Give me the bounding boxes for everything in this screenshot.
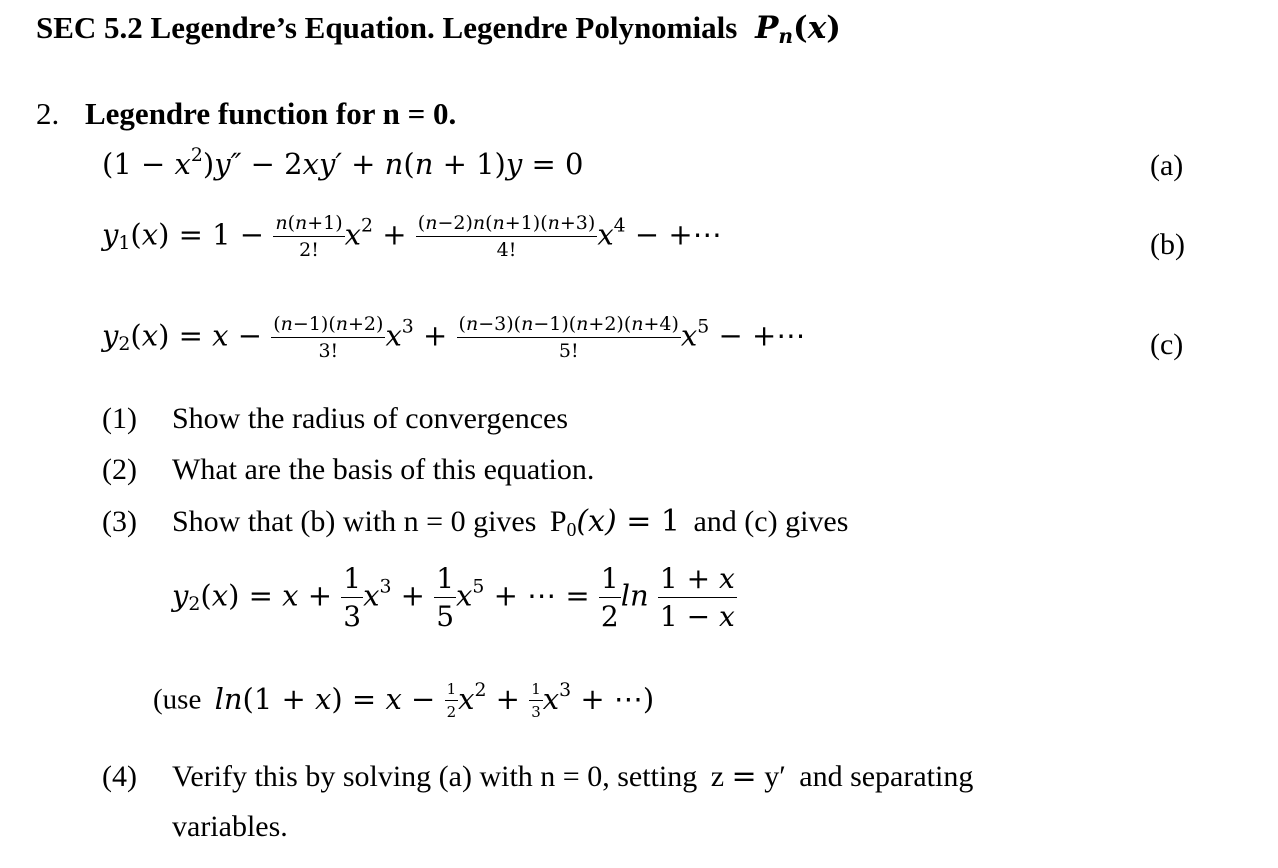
problem-heading bbox=[36, 96, 456, 132]
fraction-c1: $\frac{(n-1)(n+2)}{3!}$ bbox=[273, 313, 384, 362]
fraction-hint-third: $\frac{1}{3}$ bbox=[531, 680, 541, 721]
fraction-b2: $\frac{(n-2)n(n+1)(n+3)}{4!}$ bbox=[417, 212, 596, 261]
label-c: (c) bbox=[1150, 328, 1184, 361]
label-a: (a) bbox=[1150, 149, 1184, 182]
fraction-one-third: $\frac{1}{3}$ bbox=[343, 562, 362, 633]
use-hint-prefix: (use bbox=[153, 683, 202, 716]
item-4 bbox=[102, 759, 973, 794]
fraction-b1: $\frac{n(n+1)}{2!}$ bbox=[275, 212, 343, 261]
item-number: (3) bbox=[102, 505, 137, 538]
fraction-one-half: $\frac{1}{2}$ bbox=[600, 562, 619, 633]
log-series: ln(1 + x) = x − $\frac{1}{2}$ $x^2$ + $\frac{1}{3}$ $x^3$ + ⋯) bbox=[214, 679, 655, 721]
item-4-line-2: variables. bbox=[172, 810, 288, 843]
title-text: SEC 5.2 Legendre’s Equation. Legendre Polynomials bbox=[36, 10, 738, 45]
fraction-c2: $\frac{(n-3)(n-1)(n+2)(n+4)}{5!}$ bbox=[458, 313, 679, 362]
item-text-post: and separating bbox=[799, 760, 974, 793]
use-hint bbox=[153, 680, 654, 721]
problem-title: Legendre function for n = 0. bbox=[85, 96, 457, 131]
item-1 bbox=[102, 402, 568, 436]
equation-b: $y_1(x) = 1$ − $\frac{n(n+1)}{2!}$ $x^2$ + $\frac{(n-2)n(n+1)(n+3)}{4!}$ $x^4$ − +⋯ bbox=[102, 212, 722, 261]
equation-a: $(1 - x^2)y'' - 2xy' + n(n + 1)y = 0$ bbox=[102, 144, 584, 181]
equation-c: $y_2(x) = x$ − $\frac{(n-1)(n+2)}{3!}$ $x^3$ + $\frac{(n-3)(n-1)(n+2)(n+4)}{5!}$ $x^5$ − +⋯ bbox=[102, 313, 806, 362]
item-text: Verify this by solving (a) with n = 0, setting bbox=[172, 760, 698, 793]
problem-number: 2. bbox=[36, 96, 60, 131]
page-title bbox=[36, 10, 841, 49]
item-2 bbox=[102, 453, 594, 487]
item-text: What are the basis of this equation. bbox=[172, 453, 595, 486]
item-number: (1) bbox=[102, 402, 137, 435]
fraction-one-fifth: $\frac{1}{5}$ bbox=[436, 562, 455, 633]
item-text: Show the radius of convergences bbox=[172, 402, 569, 435]
item-number: (2) bbox=[102, 453, 137, 486]
item-text-mid: and (c) gives bbox=[693, 505, 849, 538]
p0-expression: $P_0(x) = 1$ bbox=[549, 504, 680, 541]
item-text: Show that (b) with n = 0 gives bbox=[172, 505, 537, 538]
z-equals-yprime: z = y′ bbox=[710, 759, 786, 794]
item-number: (4) bbox=[102, 760, 137, 793]
fraction-hint-half: $\frac{1}{2}$ bbox=[446, 680, 457, 721]
label-b: (b) bbox=[1150, 228, 1185, 261]
title-symbol-pn: $P_n(x)$ bbox=[755, 10, 841, 49]
item-3 bbox=[102, 504, 848, 539]
fraction-log-arg: $\frac{1 + x}{1 - x}$ bbox=[659, 562, 735, 633]
equation-y2-log: $y_2(x) = x$ + $\frac{1}{3}$ $x^3$ + $\frac{1}{5}$ $x^5$ + ⋯ = $\frac{1}{2}$ ln $\frac{1 + x}{1 - x}$ bbox=[172, 562, 735, 633]
